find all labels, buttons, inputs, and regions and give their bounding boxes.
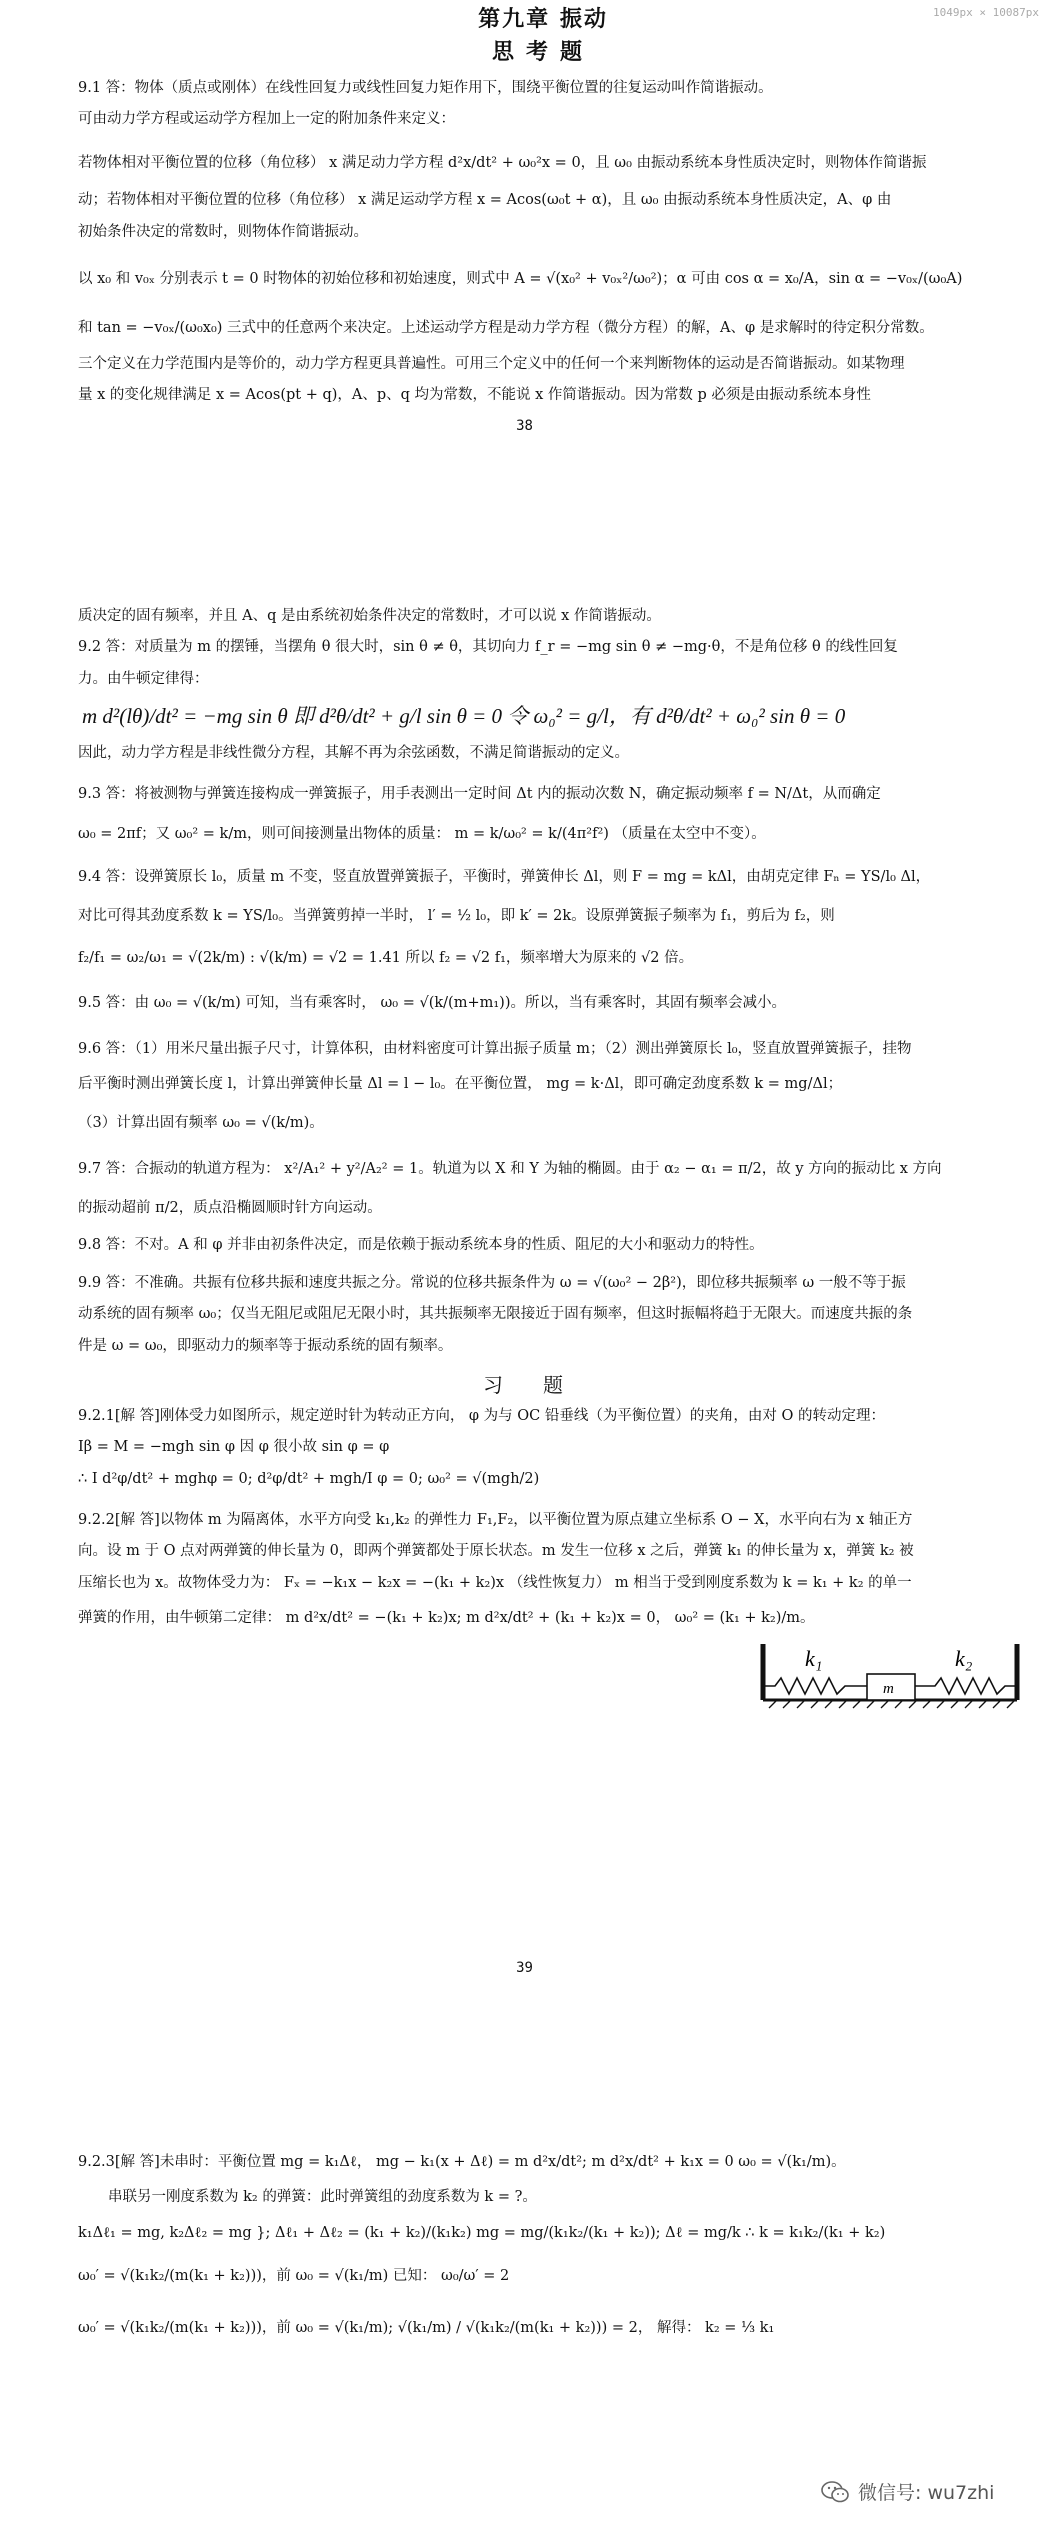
section-subtitle: 思考题 — [491, 39, 594, 65]
page-39 — [78, 604, 1008, 1638]
q9-1-line9: 量 x 的变化规律满足 x = Acos(pt + q)，A、p、q 均为常数，不能说 x 作简谐振动。因为常数 p 必须是由振动系统本身性 — [78, 387, 871, 403]
watermark-text: 微信号: wu7zhi — [858, 2482, 995, 2504]
q9-9-line1: 9.9 答：不准确。共振有位移共振和速度共振之分。常说的位移共振条件为 ω = √(ω₀² − 2β²)，即位移共振频率 ω 一般不等于振 — [78, 1274, 906, 1291]
q9-1-line4: 动；若物体相对平衡位置的位移（角位移） x 满足运动学方程 x = Acos(ω₀t + α)，且 ω₀ 由振动系统本身性质决定，A、φ 由 — [78, 192, 892, 209]
q9-5: 9.5 答：由 ω₀ = √(k/m) 可知，当有乘客时， ω₀ = √(k/(m+m₁))。所以，当有乘客时，其固有频率会减小。 — [78, 995, 786, 1012]
q9-6-line3: （3）计算出固有频率 ω₀ = √(k/m)。 — [78, 1115, 324, 1132]
spring-mass-figure — [755, 1640, 1025, 1712]
chapter-title: 第九章 振动 — [478, 6, 608, 32]
q9-1-line1: 9.1 答：物体（质点或刚体）在线性回复力或线性回复力矩作用下，围绕平衡位置的往复运动叫作简谐振动。 — [78, 80, 773, 96]
spring-k1 — [765, 1678, 867, 1694]
spring-k2 — [915, 1678, 1015, 1694]
q9-2-line3: 因此，动力学方程是非线性微分方程，其解不再为余弦函数，不满足简谐振动的定义。 — [78, 744, 629, 761]
e9-2-3-line4: ω₀′ = √(k₁k₂/(m(k₁ + k₂)))，前 ω₀ = √(k₁/m) 已知： ω₀/ω′ = 2 — [78, 2268, 510, 2285]
page39-continuation: 质决定的固有频率，并且 A、q 是由系统初始条件决定的常数时，才可以说 x 作简谐振动。 — [78, 608, 661, 624]
q9-4-line1: 9.4 答：设弹簧原长 l₀，质量 m 不变，竖直放置弹簧振子，平衡时，弹簧伸长 Δl，则 F = mg = kΔl，由胡克定律 Fₙ = YS/l₀ Δl， — [78, 869, 931, 885]
label-k1: k₁ — [805, 1646, 823, 1671]
q9-2-line2: 力。由牛顿定律得： — [78, 670, 209, 687]
q9-2-equation: m d²(lθ)/dt² = −mg sin θ 即 d²θ/dt² + g/l sin θ = 0 令 ω₀² = g/l，有 d²θ/dt² + ω₀² sin θ = 0 — [82, 704, 846, 729]
q9-6-line1: 9.6 答：（1）用米尺量出振子尺寸，计算体积，由材料密度可计算出振子质量 m；（2）测出弹簧原长 l₀，竖直放置弹簧振子，挂物 — [78, 1040, 912, 1057]
q9-1-line3: 若物体相对平衡位置的位移（角位移） x 满足动力学方程 d²x/dt² + ω₀²x = 0，且 ω₀ 由振动系统本身性质决定时，则物体作简谐振 — [78, 154, 927, 171]
q9-1-line5: 初始条件决定的常数时，则物体作简谐振动。 — [78, 223, 368, 240]
page-40 — [78, 2150, 1008, 2347]
q9-3-line1: 9.3 答：将被测物与弹簧连接构成一弹簧振子，用手表测出一定时间 Δt 内的振动次数 N，确定振动频率 f = N/Δt，从而确定 — [78, 786, 881, 803]
dimension-label: 1049px × 10087px — [933, 6, 1039, 19]
q9-3-line2: ω₀ = 2πf；又 ω₀² = k/m，则可间接测量出物体的质量： m = k/ω₀² = k/(4π²f²) （质量在太空中不变）。 — [78, 825, 766, 842]
e9-2-1-line2: Iβ = M = −mgh sin φ 因 φ 很小故 sin φ = φ — [78, 1439, 390, 1456]
e9-2-3-line1: 9.2.3[解 答]未串时：平衡位置 mg = k₁Δℓ， mg − k₁(x + Δℓ) = m d²x/dt²; m d²x/dt² + k₁x = 0 ω₀ = √(k₁/m)。 — [78, 2154, 846, 2170]
q9-1-line7: 和 tan = −v₀ₓ/(ω₀x₀) 三式中的任意两个来决定。上述运动学方程是动力学方程（微分方程）的解，A、φ 是求解时的待定积分常数。 — [78, 320, 934, 337]
e9-2-2-line3: 压缩长也为 x。故物体受力为： Fₓ = −k₁x − k₂x = −(k₁ + k₂)x （线性恢复力） m 相当于受到刚度系数为 k = k₁ + k₂ 的单一 — [78, 1574, 912, 1591]
e9-2-1-line1: 9.2.1[解 答]刚体受力如图所示，规定逆时针为转动正方向， φ 为与 OC 铅垂线（为平衡位置）的夹角，由对 O 的转动定理： — [78, 1407, 885, 1424]
q9-1-line6: 以 x₀ 和 v₀ₓ 分别表示 t = 0 时物体的初始位移和初始速度，则式中 A = √(x₀² + v₀ₓ²/ω₀²)；α 可由 cos α = x₀/A，sin α = −v₀ₓ/(ω₀A) — [78, 270, 963, 287]
q9-8: 9.8 答：不对。A 和 φ 并非由初条件决定，而是依赖于振动系统本身的性质、阻尼的大小和驱动力的特性。 — [78, 1237, 764, 1254]
q9-1-line2: 可由动力学方程或运动学方程加上一定的附加条件来定义： — [78, 111, 455, 128]
q9-4-line2: 对比可得其劲度系数 k = YS/l₀。当弹簧剪掉一半时， l′ = ½ l₀，即 k′ = 2k。设原弹簧振子频率为 f₁，剪后为 f₂，则 — [78, 908, 835, 925]
page-38 — [78, 2, 1008, 414]
exercises-heading: 习题 — [483, 1372, 603, 1397]
q9-4-line3: f₂/f₁ = ω₂/ω₁ = √(2k/m) : √(k/m) = √2 = 1.41 所以 f₂ = √2 f₁，频率增大为原来的 √2 倍。 — [78, 949, 694, 966]
q9-9-line3: 件是 ω = ω₀，即驱动力的频率等于振动系统的固有频率。 — [78, 1337, 453, 1354]
e9-2-3-line2: 串联另一刚度系数为 k₂ 的弹簧：此时弹簧组的劲度系数为 k = ?。 — [108, 2189, 537, 2206]
q9-6-line2: 后平衡时测出弹簧长度 l，计算出弹簧伸长量 Δl = l − l₀。在平衡位置， mg = k·Δl，即可确定劲度系数 k = mg/Δl； — [78, 1075, 843, 1092]
q9-7-line2: 的振动超前 π/2，质点沿椭圆顺时针方向运动。 — [78, 1200, 382, 1216]
e9-2-2-line2: 向。设 m 于 O 点对两弹簧的伸长量为 0，即两个弹簧都处于原长状态。m 发生一位移 x 之后，弹簧 k₁ 的伸长量为 x，弹簧 k₂ 被 — [78, 1543, 914, 1560]
e9-2-3-line3: k₁Δℓ₁ = mg, k₂Δℓ₂ = mg }; Δℓ₁ + Δℓ₂ = (k₁ + k₂)/(k₁k₂) mg = mg/(k₁k₂/(k₁ + k₂)); Δℓ = mg/k ∴ k = k₁k₂/(k₁ + k₂) — [78, 2224, 886, 2241]
watermark — [820, 2478, 994, 2505]
q9-7-line1: 9.7 答：合振动的轨道方程为： x²/A₁² + y²/A₂² = 1。轨道为以 X 和 Y 为轴的椭圆。由于 α₂ − α₁ = π/2，故 y 方向的振动比 x 方向 — [78, 1160, 942, 1177]
e9-2-2-line1: 9.2.2[解 答]以物体 m 为隔离体，水平方向受 k₁,k₂ 的弹性力 F₁,F₂，以平衡位置为原点建立坐标系 O − X，水平向右为 x 轴正方 — [78, 1512, 913, 1528]
label-m: m — [883, 1681, 894, 1697]
e9-2-2-line4: 弹簧的作用，由牛顿第二定律： m d²x/dt² = −(k₁ + k₂)x; m d²x/dt² + (k₁ + k₂)x = 0， ω₀² = (k₁ + k₂)/m。 — [78, 1610, 815, 1627]
e9-2-3-line5: ω₀′ = √(k₁k₂/(m(k₁ + k₂)))，前 ω₀ = √(k₁/m); √(k₁/m) / √(k₁k₂/(m(k₁ + k₂))) = 2， 解得： k₂ = ⅓ k₁ — [78, 2319, 775, 2336]
wechat-icon — [820, 2480, 850, 2504]
q9-2-line1: 9.2 答：对质量为 m 的摆锤，当摆角 θ 很大时，sin θ ≠ θ，其切向力 f_r = −mg sin θ ≠ −mg·θ，不是角位移 θ 的线性回复 — [78, 639, 898, 656]
q9-9-line2: 动系统的固有频率 ω₀；仅当无阻尼或阻尼无限小时，其共振频率无限接近于固有频率，但这时振幅将趋于无限大。而速度共振的条 — [78, 1306, 913, 1323]
page-number-38: 38 — [516, 418, 533, 434]
page-number-39: 39 — [516, 1960, 533, 1976]
e9-2-1-line3: ∴ I d²φ/dt² + mghφ = 0; d²φ/dt² + mgh/I φ = 0; ω₀² = √(mgh/2) — [78, 1470, 540, 1487]
label-k2: k₂ — [955, 1646, 973, 1671]
q9-1-line8: 三个定义在力学范围内是等价的，动力学方程更具普遍性。可用三个定义中的任何一个来判断物体的运动是否简谐振动。如某物理 — [78, 355, 905, 372]
